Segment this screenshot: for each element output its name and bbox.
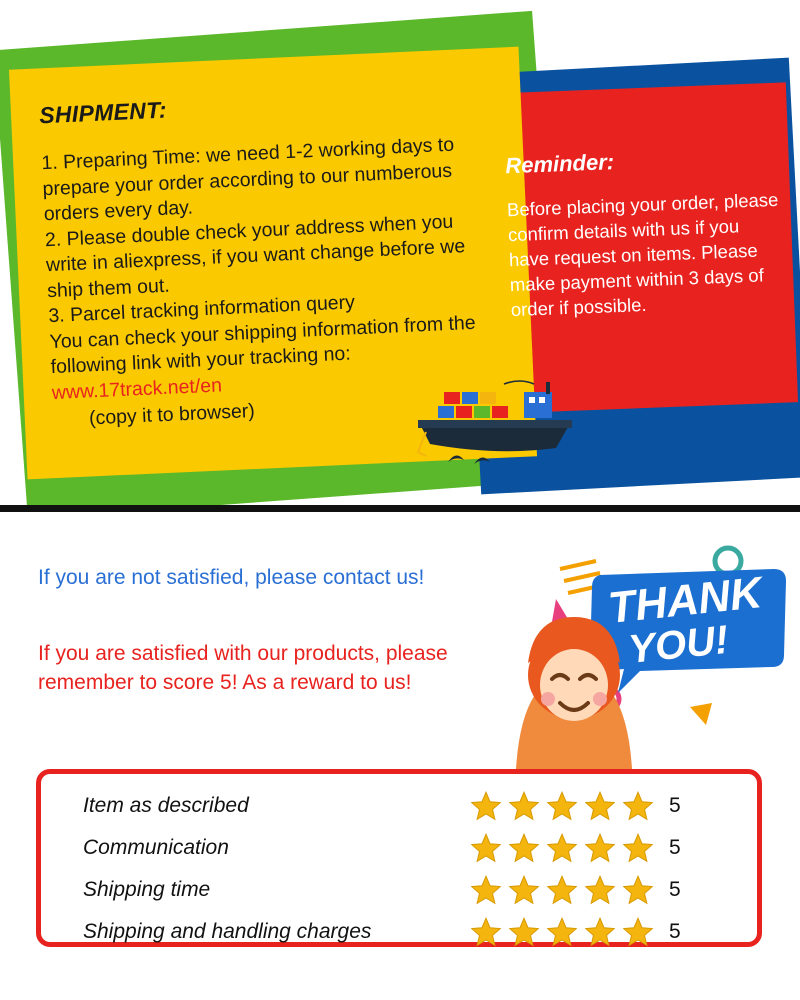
feedback-panel: [0, 517, 800, 1000]
reminder-text-block: [505, 143, 783, 322]
star-icon: [471, 917, 501, 947]
rating-label: Communication: [83, 835, 229, 859]
thank-you-line2-text: YOU!: [626, 617, 731, 672]
rating-label: Item as described: [83, 793, 249, 817]
rating-row: [41, 870, 757, 909]
thank-you-illustration: [490, 539, 790, 769]
star-icon: [585, 875, 615, 905]
reminder-body: Before placing your order, please confirm details with us if you have request on items. Please make payment within 3 days of order if possible.: [506, 188, 779, 321]
rating-score: 5: [669, 793, 681, 817]
rating-row: [41, 912, 757, 951]
star-icon: [547, 917, 577, 947]
rating-stars: [471, 917, 653, 947]
section-divider: [0, 505, 800, 512]
tracking-link[interactable]: www.17track.net/en: [51, 373, 223, 404]
copy-note: (copy it to browser): [88, 399, 256, 430]
rating-stars: [471, 791, 653, 821]
cargo-ship-icon: [396, 370, 596, 480]
star-icon: [509, 833, 539, 863]
star-icon: [623, 917, 653, 947]
shipment-body-text: 1. Preparing Time: we need 1-2 working days to prepare your order according to our numberous orders every day. 2. Please double check your address when you write in aliexpress, if you want change before we ship them out. 3. Parcel tracking information query You can check your shipping information from the following link with your tracking no:: [40, 133, 476, 379]
star-icon: [547, 791, 577, 821]
rating-stars: [471, 833, 653, 863]
thank-you-line1-text: THANK: [605, 568, 765, 633]
star-icon: [509, 791, 539, 821]
star-icon: [547, 833, 577, 863]
star-icon: [623, 791, 653, 821]
reminder-title: Reminder:: [504, 149, 615, 179]
star-icon: [509, 917, 539, 947]
rating-label: Shipping time: [83, 877, 211, 901]
star-icon: [623, 833, 653, 863]
rating-score: 5: [669, 919, 681, 943]
star-icon: [585, 917, 615, 947]
star-icon: [471, 875, 501, 905]
star-icon: [623, 875, 653, 905]
rating-score: 5: [669, 835, 681, 859]
star-icon: [585, 833, 615, 863]
rating-label: Shipping and handling charges: [83, 919, 372, 943]
rating-row: [41, 828, 757, 867]
shipment-title: SHIPMENT:: [38, 96, 168, 129]
ratings-box: [36, 769, 762, 947]
star-icon: [471, 833, 501, 863]
star-icon: [471, 791, 501, 821]
rating-score: 5: [669, 877, 681, 901]
star-icon: [509, 875, 539, 905]
rating-stars: [471, 875, 653, 905]
rating-row: [41, 786, 757, 825]
message-satisfied: If you are satisfied with our products, please remember to score 5! As a reward to us!: [38, 642, 448, 694]
star-icon: [585, 791, 615, 821]
star-icon: [547, 875, 577, 905]
message-not-satisfied: If you are not satisfied, please contact us!: [38, 566, 425, 589]
